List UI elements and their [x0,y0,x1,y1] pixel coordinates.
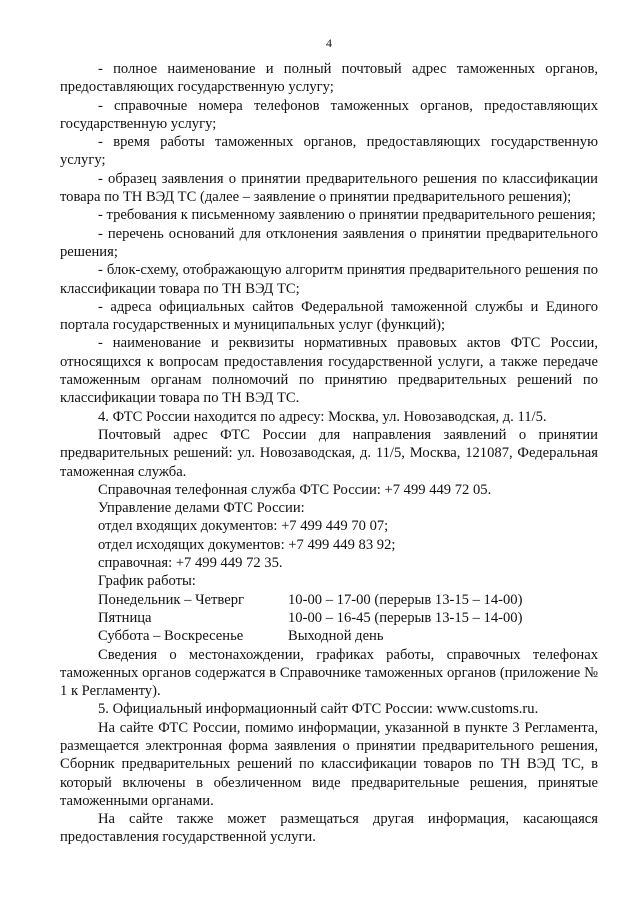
schedule-row [60,627,598,645]
bullet-item: - время работы таможенных органов, предоставляющих государственную услугу; [60,134,598,169]
incoming-docs-phone: отдел входящих документов: +7 499 449 70 07; [98,518,389,535]
bullet-item: - наименование и реквизиты нормативных правовых актов ФТС России, относящихся к вопросам предоставления государственной услуги, а также передаче таможенным органам полномочий по принятию предварительных решений по классификации товара по ТН ВЭД ТС. [60,335,598,407]
schedule-row [60,609,598,627]
website-paragraph: На сайте ФТС России, помимо информации, указанной в пункте 3 Регламента, размещается электронная форма заявления о принятии предварительного решения, Сборник предварительных решений по классификации товаров по ТН ВЭД ТС, в который включены в обезличенном виде предварительные решения, принятые таможенными органами. [60,719,598,809]
page-number: 4 [326,36,332,50]
schedule-day: Суббота – Воскресенье [98,628,244,645]
schedule-day: Пятница [98,609,152,626]
schedule-time: 10-00 – 16-45 (перерыв 13-15 – 14-00) [288,609,523,626]
bullet-item: - адреса официальных сайтов Федеральной таможенной службы и Единого портала государственных и муниципальных услуг (функций); [60,298,598,334]
schedule-time: Выходной день [288,628,384,645]
section-5-website: 5. Официальный информационный сайт ФТС России: www.customs.ru. [98,701,539,718]
bullet-item: - полное наименование и полный почтовый адрес таможенных органов, предоставляющих государственную услугу; [60,61,598,96]
other-info-paragraph: На сайте также может размещаться другая информация, касающаяся предоставления государственной услуги. [60,811,598,846]
bullet-item: - требования к письменному заявлению о принятии предварительного решения; [98,207,596,224]
reference-phone: справочная: +7 499 449 72 35. [98,555,283,572]
schedule-day: Понедельник – Четверг [98,591,244,608]
bullet-item: - блок-схему, отображающую алгоритм принятия предварительного решения по классификации товара по ТН ВЭД ТС; [60,262,598,297]
bullet-item: - перечень оснований для отклонения заявления о принятии предварительного решения; [60,225,598,260]
bullet-item: - образец заявления о принятии предварительного решения по классификации товара по ТН ВЭД ТС (далее – заявление о принятии предварительного решения); [60,170,598,206]
schedule-time: 10-00 – 17-00 (перерыв 13-15 – 14-00) [288,591,523,608]
info-paragraph: Сведения о местонахождении, графиках работы, справочных телефонах таможенных органов содержатся в Справочнике таможенных органов (приложение № 1 к Регламенту). [60,646,598,700]
schedule-title: График работы: [98,573,196,590]
postal-address: Почтовый адрес ФТС России для направления заявлений о принятии предварительных решений: ул. Новозаводская, д. 11/5, Москва, 121087, Федеральная таможенная служба. [60,426,598,480]
bullet-item: - справочные номера телефонов таможенных органов, предоставляющих государственную услугу; [60,97,598,132]
help-phone: Справочная телефонная служба ФТС России: +7 499 449 72 05. [98,481,492,498]
section-4-address: 4. ФТС России находится по адресу: Москва, ул. Новозаводская, д. 11/5. [98,408,547,425]
schedule-row [60,591,598,609]
office-title: Управление делами ФТС России: [98,500,305,517]
outgoing-docs-phone: отдел исходящих документов: +7 499 449 83 92; [98,536,396,553]
